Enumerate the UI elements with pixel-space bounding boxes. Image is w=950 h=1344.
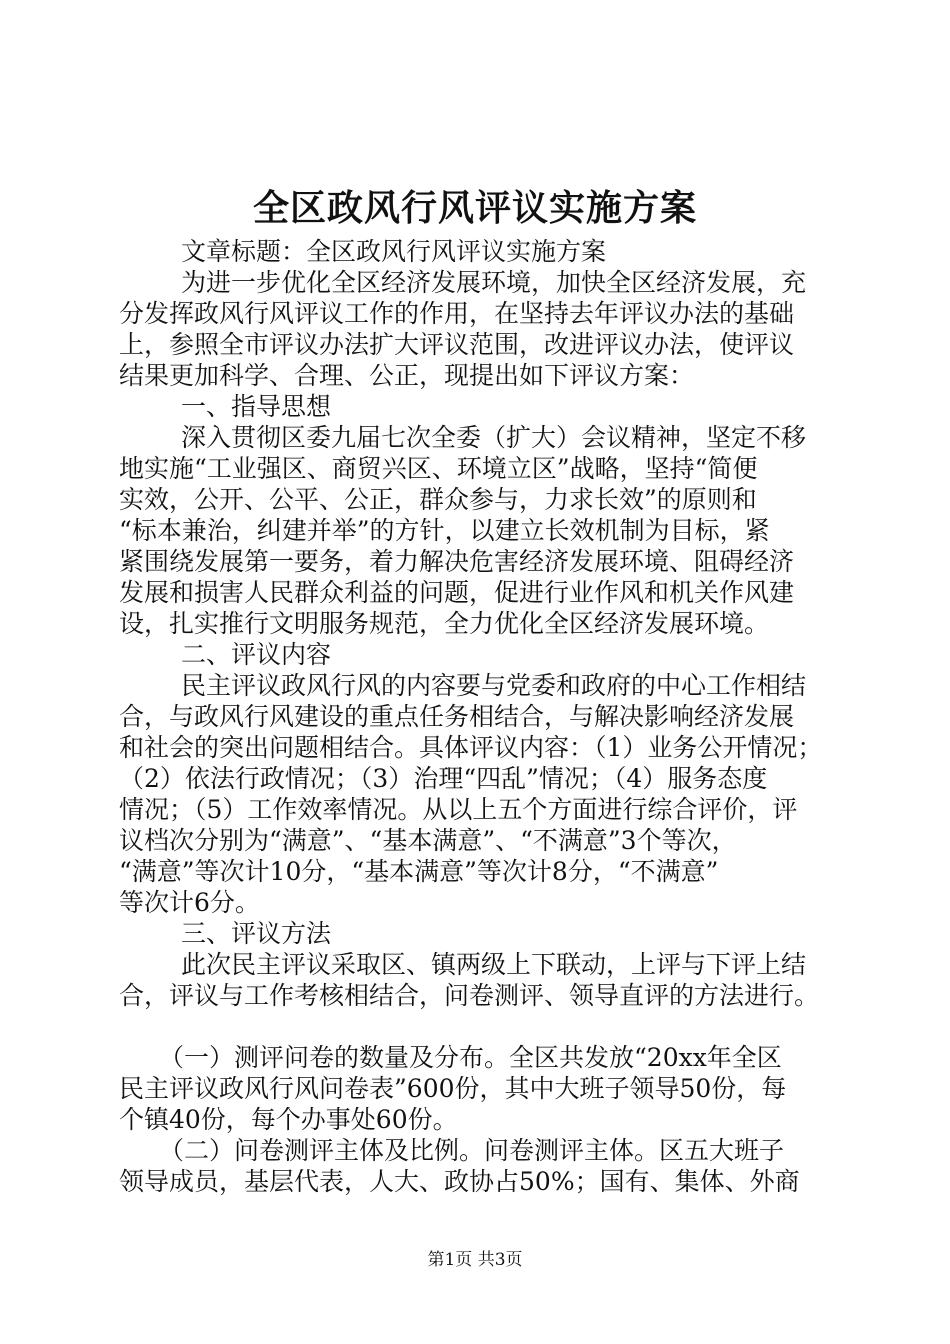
paragraph-line: 情况；（5）工作效率情况。从以上五个方面进行综合评价，评 — [119, 795, 798, 824]
paragraph-line: 合，与政风行风建设的重点任务相结合，与解决影响经济发展 — [119, 702, 795, 731]
paragraph-line: 上，参照全市评议办法扩大评议范围，改进评议办法，使评议 — [119, 330, 795, 359]
paragraph-line: 结果更加科学、合理、公正，现提出如下评议方案： — [119, 361, 695, 390]
paragraph-line: 民主评议政风行风的内容要与党委和政府的中心工作相结 — [181, 671, 807, 700]
section-heading: 二、评议内容 — [181, 640, 332, 669]
paragraph-line: 此次民主评议采取区、镇两级上下联动，上评与下评上结 — [181, 950, 807, 979]
paragraph-line: 紧围绕发展第一要务，着力解决危害经济发展环境、阻碍经济 — [119, 547, 795, 576]
paragraph-line: （2）依法行政情况；（3）治理“四乱”情况；（4）服务态度 — [119, 764, 768, 793]
paragraph-line: 发展和损害人民群众利益的问题，促进行业作风和机关作风建 — [119, 578, 795, 607]
section-heading: 一、指导思想 — [181, 392, 332, 421]
paragraph-line: 为进一步优化全区经济发展环境，加快全区经济发展，充 — [181, 268, 807, 297]
paragraph-line: （一）测评问卷的数量及分布。全区共发放“20xx年全区 — [159, 1043, 782, 1072]
section-heading: 三、评议方法 — [181, 919, 332, 948]
paragraph-line: 民主评议政风行风问卷表”600份，其中大班子领导50份，每 — [119, 1074, 787, 1103]
paragraph-gap — [119, 1011, 831, 1042]
paragraph-line: “满意”等次计10分，“基本满意”等次计8分，“不满意” — [119, 857, 719, 886]
document-body — [119, 236, 831, 1197]
article-title-line: 文章标题：全区政风行风评议实施方案 — [181, 237, 607, 266]
paragraph-line: 地实施“工业强区、商贸兴区、环境立区”战略，坚持“简便 — [119, 454, 758, 483]
paragraph-line: 设，扎实推行文明服务规范，全力优化全区经济发展环境。 — [119, 609, 770, 638]
paragraph-line: 和社会的突出问题相结合。具体评议内容：（1）业务公开情况； — [119, 733, 823, 762]
document-title: 全区政风行风评议实施方案 — [252, 187, 697, 229]
paragraph-line: 个镇40份，每个办事处60份。 — [119, 1105, 458, 1134]
paragraph-line: 实效，公开、公平、公正，群众参与，力求长效”的原则和 — [119, 485, 757, 514]
paragraph-line: （二）问卷测评主体及比例。问卷测评主体。区五大班子 — [159, 1136, 785, 1165]
page-footer: 第1页 共3页 — [427, 1250, 523, 1270]
paragraph-line: “标本兼治，纠建并举”的方针，以建立长效机制为目标，紧 — [119, 516, 770, 545]
paragraph-line: 议档次分别为“满意”、“基本满意”、“不满意”3个等次， — [119, 826, 737, 855]
paragraph-line: 等次计6分。 — [119, 888, 260, 917]
paragraph-line: 领导成员，基层代表，人大、政协占50%；国有、集体、外商 — [119, 1167, 800, 1196]
paragraph-line: 分发挥政风行风评议工作的作用，在坚持去年评议办法的基础 — [119, 299, 795, 328]
paragraph-line: 深入贯彻区委九届七次全委（扩大）会议精神，坚定不移 — [181, 423, 807, 452]
paragraph-line: 合，评议与工作考核相结合，问卷测评、领导直评的方法进行。 — [119, 981, 820, 1010]
